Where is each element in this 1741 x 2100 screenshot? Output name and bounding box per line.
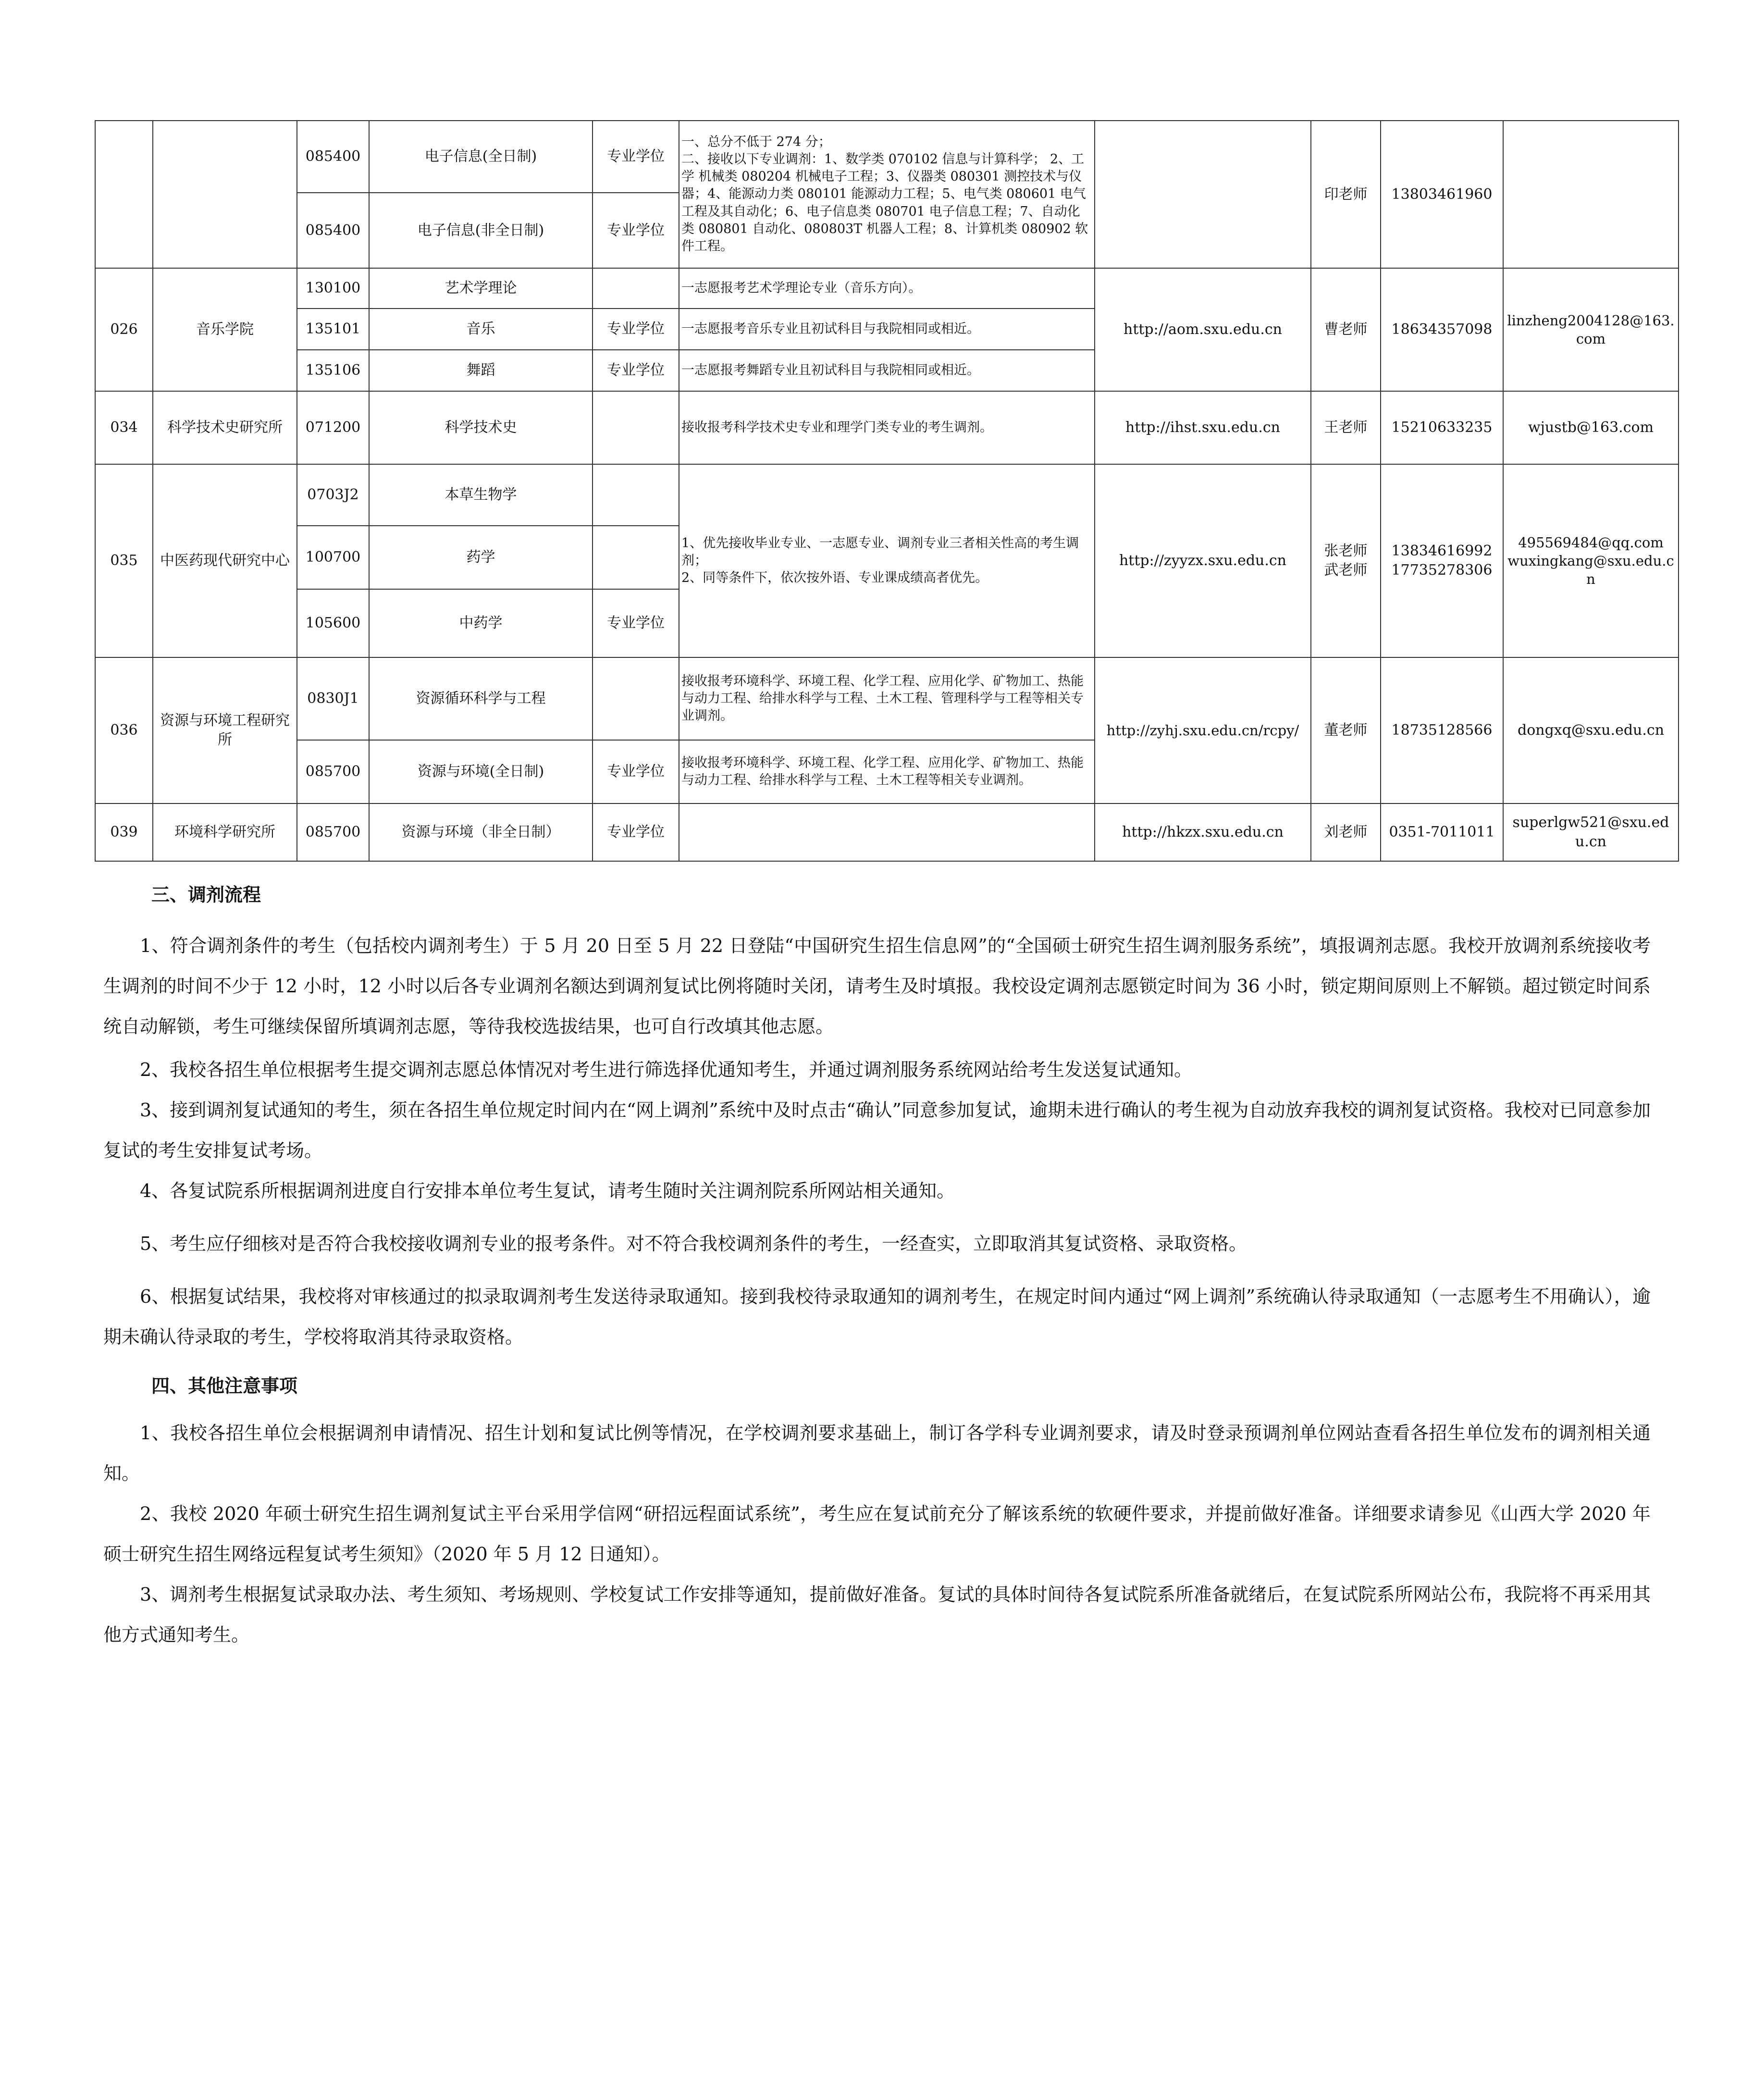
unit-code-cell: 039: [95, 803, 153, 861]
paragraph: 1、我校各招生单位会根据调剂申请情况、招生计划和复试比例等情况，在学校调剂要求基础上，制订各学科专业调剂要求，请及时登录预调剂单位网站查看各招生单位发布的调剂相关通知。: [103, 1422, 1651, 1484]
requirement-line: 2、同等条件下，依次按外语、专业课成绩高者优先。: [681, 570, 988, 586]
contact-cell: 董老师: [1311, 657, 1381, 803]
degree-type-cell: 专业学位: [593, 589, 679, 657]
requirement-cell: 一志愿报考舞蹈专业且初试科目与我院相同或相近。: [679, 350, 1095, 391]
degree-type-cell: [593, 464, 679, 526]
degree-type-cell: [593, 391, 679, 464]
website-cell: http://zyyzx.sxu.edu.cn: [1095, 464, 1311, 657]
phone-cell: [1381, 464, 1503, 657]
major-name-cell: 音乐: [369, 309, 593, 350]
phone-cell: 18735128566: [1381, 657, 1503, 803]
major-name-cell: 资源循环科学与工程: [369, 657, 593, 740]
website-cell: http://zyhj.sxu.edu.cn/rcpy/: [1095, 657, 1311, 803]
phone-number: 13834616992: [1391, 543, 1493, 560]
paragraph: 4、各复试院系所根据调剂进度自行安排本单位考生复试，请考生随时关注调剂院系所网站相关通知。: [140, 1180, 955, 1201]
phone-cell: 13803461960: [1381, 121, 1503, 268]
unit-code-cell: 026: [95, 268, 153, 391]
unit-name-cell: 中医药现代研究中心: [153, 464, 297, 657]
major-name-cell: 本草生物学: [369, 464, 593, 526]
paragraph: 1、符合调剂条件的考生（包括校内调剂考生）于 5 月 20 日至 5 月 22 日登陆“中国研究生招生信息网”的“全国硕士研究生招生调剂服务系统”，填报调剂志愿。我校开放调剂系统接收考生调剂的时间不少于 12 小时，12 小时以后各专业调剂名额达到调剂复试比例将随时关闭，请考生及时填报。我校设定调剂志愿锁定时间为 36 小时，锁定期间原则上不解锁。超过锁定时间系统自动解锁，考生可继续保留所填调剂志愿，等待我校选拔结果，也可自行改填其他志愿。: [103, 935, 1651, 1037]
unit-code-cell: 036: [95, 657, 153, 803]
email-cell: [1503, 121, 1679, 268]
paragraph: 3、接到调剂复试通知的考生，须在各招生单位规定时间内在“网上调剂”系统中及时点击“确认”同意参加复试，逾期未进行确认的考生视为自动放弃我校的调剂复试资格。我校对已同意参加复试的考生安排复试考场。: [103, 1099, 1651, 1161]
major-code-cell: 130100: [297, 268, 369, 309]
paragraph: 3、调剂考生根据复试录取办法、考生须知、考场规则、学校复试工作安排等通知，提前做好准备。复试的具体时间待各复试院系所准备就绪后，在复试院系所网站公布，我院将不再采用其他方式通知考生。: [103, 1584, 1651, 1645]
phone-cell: 0351-7011011: [1381, 803, 1503, 861]
requirement-cell: [679, 121, 1095, 268]
major-code-cell: 085700: [297, 740, 369, 803]
degree-type-cell: [593, 526, 679, 589]
unit-name-cell: 音乐学院: [153, 268, 297, 391]
website-cell: http://ihst.sxu.edu.cn: [1095, 391, 1311, 464]
major-code-cell: 0830J1: [297, 657, 369, 740]
table-row: [95, 121, 1679, 193]
unit-name-cell: 科学技术史研究所: [153, 391, 297, 464]
email-cell: dongxq@sxu.edu.cn: [1503, 657, 1679, 803]
contact-cell: 王老师: [1311, 391, 1381, 464]
paragraph: 2、我校各招生单位根据考生提交调剂志愿总体情况对考生进行筛选择优通知考生，并通过调剂服务系统网站给考生发送复试通知。: [140, 1059, 1193, 1080]
major-code-cell: 100700: [297, 526, 369, 589]
unit-name-cell: 资源与环境工程研究所: [153, 657, 297, 803]
table-row: [95, 391, 1679, 464]
requirement-cell: 接收报考环境科学、环境工程、化学工程、应用化学、矿物加工、热能与动力工程、给排水科学与工程、土木工程、管理科学与工程等相关专业调剂。: [679, 657, 1095, 740]
major-name-cell: 舞蹈: [369, 350, 593, 391]
requirement-line: 一、总分不低于 274 分；: [681, 134, 831, 149]
document-body: [103, 875, 1651, 1655]
requirement-line: 1、优先接收毕业专业、一志愿专业、调剂专业三者相关性高的考生调剂；: [681, 535, 1079, 568]
major-code-cell: 135106: [297, 350, 369, 391]
requirement-cell: 接收报考环境科学、环境工程、化学工程、应用化学、矿物加工、热能与动力工程、给排水科学与工程、土木工程等相关专业调剂。: [679, 740, 1095, 803]
paragraph: 2、我校 2020 年硕士研究生招生调剂复试主平台采用学信网“研招远程面试系统”，考生应在复试前充分了解该系统的软硬件要求，并提前做好准备。详细要求请参见《山西大学 2020 年硕士研究生招生网络远程复试考生须知》（2020 年 5 月 12 日通知）。: [103, 1503, 1651, 1565]
section-adjustment-process: [103, 875, 1651, 1357]
contact-name: 武老师: [1324, 562, 1368, 579]
table-row: [95, 268, 1679, 309]
major-code-cell: 135101: [297, 309, 369, 350]
requirement-cell: [679, 803, 1095, 861]
major-name-cell: 资源与环境（非全日制）: [369, 803, 593, 861]
section-other-notes: [103, 1366, 1651, 1655]
adjustment-table: [95, 120, 1679, 862]
phone-cell: 15210633235: [1381, 391, 1503, 464]
table-row: [95, 464, 1679, 526]
major-name-cell: 科学技术史: [369, 391, 593, 464]
requirement-cell: 一志愿报考音乐专业且初试科目与我院相同或相近。: [679, 309, 1095, 350]
contact-cell: [1311, 464, 1381, 657]
website-cell: http://aom.sxu.edu.cn: [1095, 268, 1311, 391]
requirement-line: 二、接收以下专业调剂：1、数学类 070102 信息与计算科学； 2、工学 机械类 080204 机械电子工程；3、仪器类 080301 测控技术与仪器；4、能源动力类 080101 能源动力工程；5、电气类 080601 电气工程及其自动化；6、电子信息类 080701 电子信息工程；7、自动化类 080801 自动化、080803T 机器人工程；8、计算机类 080902 软件工程。: [681, 152, 1088, 254]
requirement-cell: 一志愿报考艺术学理论专业（音乐方向）。: [679, 268, 1095, 309]
table-row: [95, 803, 1679, 861]
major-name-cell: 资源与环境(全日制): [369, 740, 593, 803]
degree-type-cell: 专业学位: [593, 309, 679, 350]
requirement-cell: 接收报考科学技术史专业和理学门类专业的考生调剂。: [679, 391, 1095, 464]
unit-code-cell: 035: [95, 464, 153, 657]
unit-name-cell: 环境科学研究所: [153, 803, 297, 861]
unit-code-cell: [95, 121, 153, 268]
major-code-cell: 085400: [297, 193, 369, 268]
major-name-cell: 艺术学理论: [369, 268, 593, 309]
paragraph: 6、根据复试结果，我校将对审核通过的拟录取调剂考生发送待录取通知。接到我校待录取通知的调剂考生，在规定时间内通过“网上调剂”系统确认待录取通知（一志愿考生不用确认），逾期未确认待录取的考生，学校将取消其待录取资格。: [103, 1286, 1651, 1347]
major-code-cell: 0703J2: [297, 464, 369, 526]
phone-number: 17735278306: [1391, 562, 1493, 579]
email-cell: superlgw521@sxu.edu.cn: [1503, 803, 1679, 861]
major-code-cell: 085400: [297, 121, 369, 193]
degree-type-cell: 专业学位: [593, 803, 679, 861]
email-cell: wjustb@163.com: [1503, 391, 1679, 464]
degree-type-cell: 专业学位: [593, 350, 679, 391]
degree-type-cell: 专业学位: [593, 193, 679, 268]
email-cell: linzheng2004128@163.com: [1503, 268, 1679, 391]
degree-type-cell: 专业学位: [593, 740, 679, 803]
email-address: wuxingkang@sxu.edu.cn: [1507, 552, 1674, 588]
section-heading: 四、其他注意事项: [151, 1375, 298, 1396]
contact-cell: 刘老师: [1311, 803, 1381, 861]
major-name-cell: 电子信息(全日制): [369, 121, 593, 193]
degree-type-cell: 专业学位: [593, 121, 679, 193]
requirement-cell: [679, 464, 1095, 657]
major-name-cell: 电子信息(非全日制): [369, 193, 593, 268]
email-cell: [1503, 464, 1679, 657]
section-heading: 三、调剂流程: [151, 884, 261, 905]
email-address: 495569484@qq.com: [1518, 534, 1664, 551]
table-row: [95, 657, 1679, 740]
contact-name: 张老师: [1324, 543, 1368, 560]
degree-type-cell: [593, 657, 679, 740]
unit-code-cell: 034: [95, 391, 153, 464]
major-name-cell: 中药学: [369, 589, 593, 657]
major-name-cell: 药学: [369, 526, 593, 589]
paragraph: 5、考生应仔细核对是否符合我校接收调剂专业的报考条件。对不符合我校调剂条件的考生，一经查实，立即取消其复试资格、录取资格。: [140, 1233, 1247, 1254]
phone-cell: 18634357098: [1381, 268, 1503, 391]
contact-cell: 印老师: [1311, 121, 1381, 268]
website-cell: [1095, 121, 1311, 268]
major-code-cell: 071200: [297, 391, 369, 464]
website-cell: http://hkzx.sxu.edu.cn: [1095, 803, 1311, 861]
unit-name-cell: [153, 121, 297, 268]
contact-cell: 曹老师: [1311, 268, 1381, 391]
major-code-cell: 085700: [297, 803, 369, 861]
degree-type-cell: [593, 268, 679, 309]
major-code-cell: 105600: [297, 589, 369, 657]
